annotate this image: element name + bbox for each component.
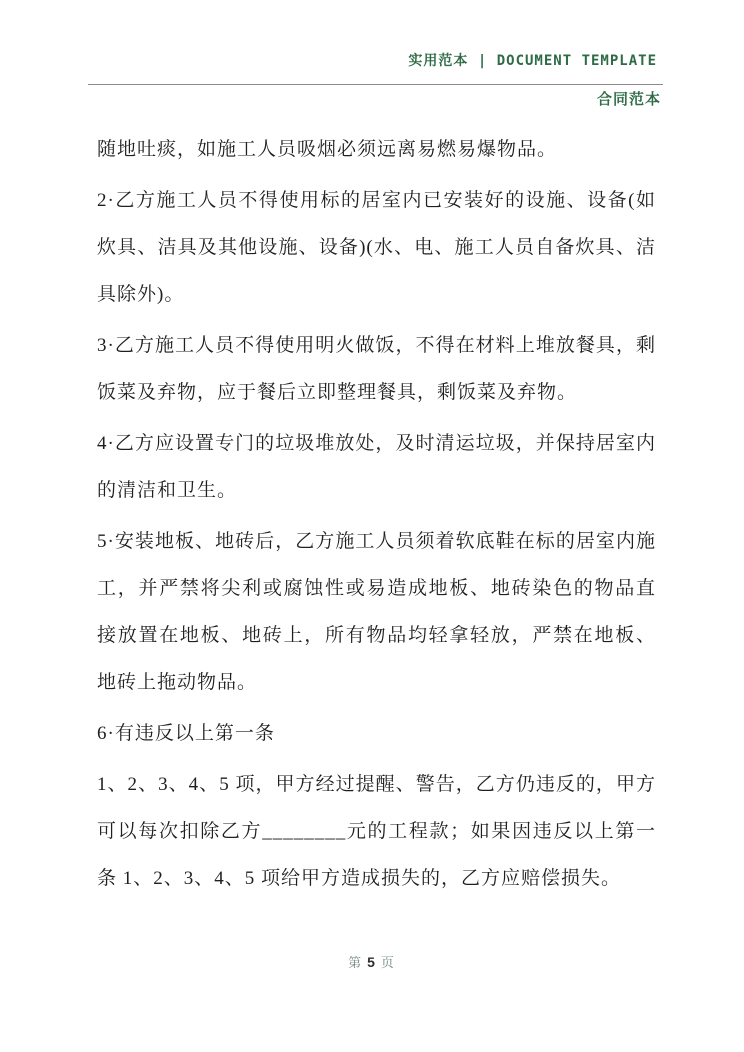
page-footer: [0, 952, 744, 971]
header-divider: [88, 84, 663, 85]
footer-page-number: 5: [367, 954, 377, 970]
paragraph: 3·乙方施工人员不得使用明火做饭，不得在材料上堆放餐具，剩饭菜及弃物，应于餐后立即整理餐具，剩饭菜及弃物。: [97, 335, 656, 403]
paragraph: 1、2、3、4、5 项，甲方经过提醒、警告，乙方仍违反的，甲方可以每次扣除乙方________元的工程款；如果因违反以上第一条 1、2、3、4、5 项给甲方造成损失的，乙方应赔偿损失。: [97, 774, 656, 889]
footer-page-prefix: 第: [348, 955, 364, 970]
paragraph: 4·乙方应设置专门的垃圾堆放处，及时清运垃圾，并保持居室内的清洁和卫生。: [97, 433, 656, 501]
page-header: [88, 50, 663, 70]
header-subtitle: 合同范本: [596, 90, 661, 108]
paragraph: 2·乙方施工人员不得使用标的居室内已安装好的设施、设备(如炊具、洁具及其他设施、设备)(水、电、施工人员自备炊具、洁具除外)。: [97, 190, 656, 305]
paragraph: 6·有违反以上第一条: [97, 723, 275, 744]
header-brand-text: 实用范本 | DOCUMENT TEMPLATE: [408, 53, 657, 69]
paragraph: 5·安装地板、地砖后，乙方施工人员须着软底鞋在标的居室内施工，并严禁将尖利或腐蚀性或易造成地板、地砖染色的物品直接放置在地板、地砖上，所有物品均轻拿轻放，严禁在地板、地砖上拖动物品。: [97, 531, 656, 693]
footer-page-suffix: 页: [380, 955, 396, 970]
document-body: [97, 126, 656, 906]
paragraph: 随地吐痰，如施工人员吸烟必须远离易燃易爆物品。: [97, 139, 558, 160]
